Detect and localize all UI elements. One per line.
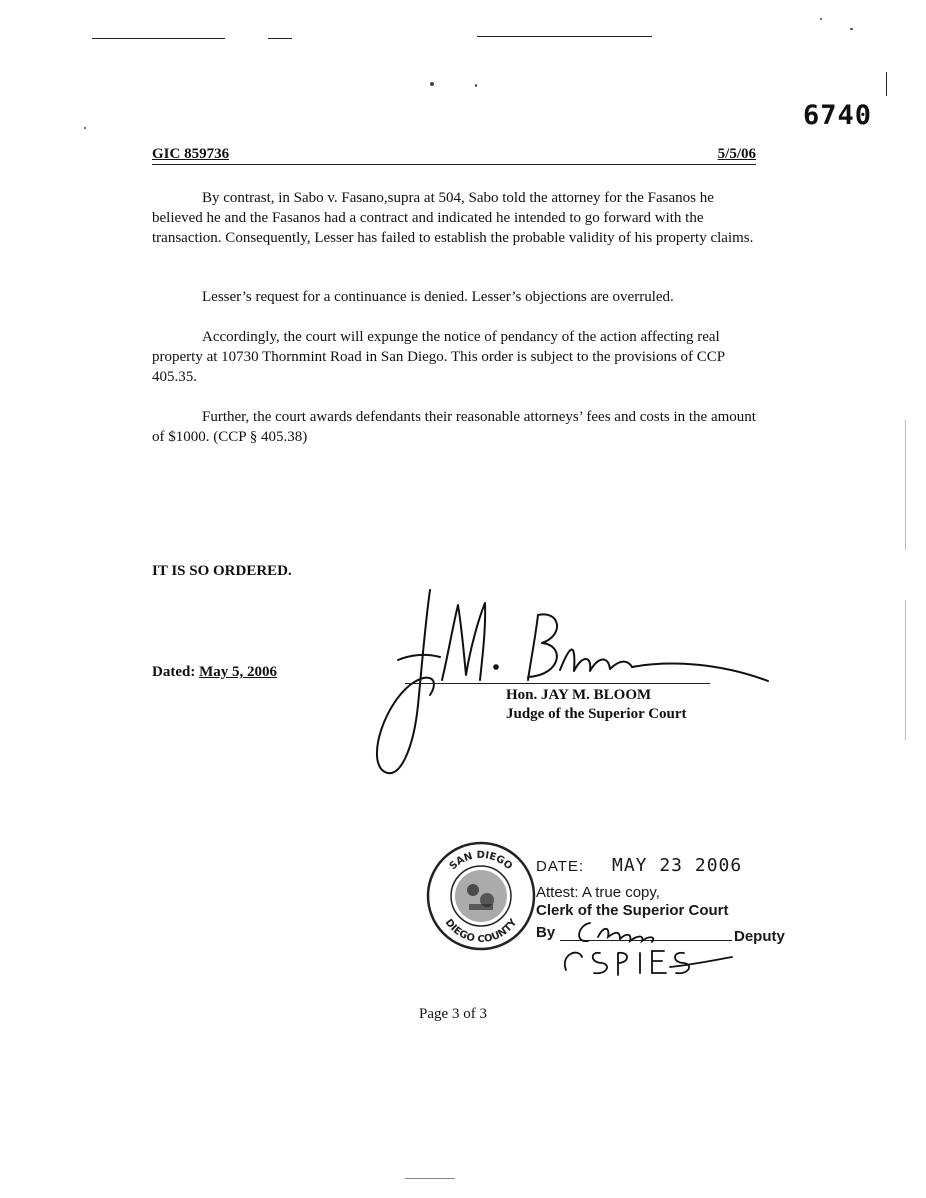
judge-block bbox=[506, 686, 687, 724]
scan-mark bbox=[477, 36, 652, 37]
dated-label: Dated: bbox=[152, 664, 196, 680]
seal-top-text: SAN DIEGO bbox=[447, 849, 515, 873]
scan-speck bbox=[430, 82, 434, 86]
header-rule bbox=[152, 164, 756, 165]
stamp-by-label: By bbox=[536, 924, 556, 941]
dated-value: May 5, 2006 bbox=[199, 664, 277, 680]
judge-name: Hon. JAY M. BLOOM bbox=[506, 687, 652, 703]
scan-edge-mark bbox=[886, 72, 887, 96]
dated-line bbox=[152, 664, 277, 681]
scan-speck bbox=[475, 84, 477, 87]
stamp-clerk-line: Clerk of the Superior Court bbox=[536, 902, 729, 919]
clerk-signature bbox=[560, 915, 740, 980]
scan-mark bbox=[405, 1178, 455, 1179]
signature-line bbox=[405, 683, 710, 684]
stamp-date-value: MAY 23 2006 bbox=[612, 855, 743, 876]
page-footer: Page 3 of 3 bbox=[419, 1006, 487, 1022]
scan-speck bbox=[84, 127, 86, 129]
body-paragraph: By contrast, in Sabo v. Fasano,supra at 504, Sabo told the attorney for the Fasanos he believed he and the Fasanos had a contract and indicated he intended to go forward with the transaction. Consequently, Lesser has failed to establish the probable validity of his property claims. bbox=[152, 190, 754, 246]
stamp-attest-line: Attest: A true copy, bbox=[536, 884, 660, 901]
seal-bottom-text: DIEGO COUNTY bbox=[442, 917, 520, 946]
body-paragraph: Accordingly, the court will expunge the notice of pendancy of the action affecting real property at 10730 Thornmint Road in San Diego. This order is subject to the provisions of CCP 405.35. bbox=[152, 329, 725, 385]
file-stamp-number: 6740 bbox=[803, 100, 873, 131]
scan-edge-mark bbox=[905, 600, 906, 740]
stamp-date-label: DATE: bbox=[536, 858, 585, 875]
order-statement: IT IS SO ORDERED. bbox=[152, 563, 292, 579]
judge-title: Judge of the Superior Court bbox=[506, 706, 687, 722]
scan-mark bbox=[92, 38, 225, 39]
stamp-deputy-label: Deputy bbox=[734, 928, 785, 945]
stamp-date-row bbox=[536, 855, 796, 876]
body-paragraph: Lesser’s request for a continuance is denied. Lesser’s objections are overruled. bbox=[202, 289, 674, 305]
scan-speck bbox=[820, 18, 822, 20]
header-date: 5/5/06 bbox=[717, 146, 756, 162]
court-seal bbox=[425, 840, 537, 952]
scan-edge-mark bbox=[905, 420, 906, 550]
scan-speck bbox=[850, 28, 853, 30]
scan-mark bbox=[268, 38, 292, 39]
svg-text:SAN DIEGO bbox=[448, 850, 515, 872]
case-number: GIC 859736 bbox=[152, 146, 230, 162]
body-paragraph: Further, the court awards defendants their reasonable attorneys’ fees and costs in the amount of $1000. (CCP § 405.38) bbox=[152, 409, 756, 445]
